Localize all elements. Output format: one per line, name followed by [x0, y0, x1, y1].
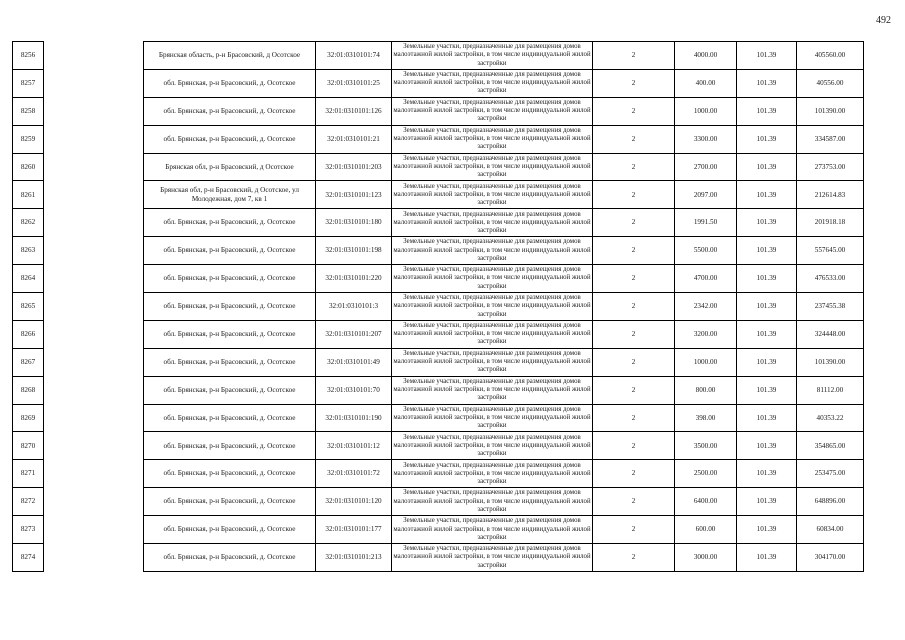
empty-gap-cell — [44, 265, 144, 293]
address-cell: обл. Брянская, р-н Брасовский, д. Осотское — [144, 265, 316, 293]
specific-value-cell: 101.39 — [737, 376, 797, 404]
group-number-cell: 2 — [593, 320, 675, 348]
empty-gap-cell — [44, 293, 144, 321]
area-cell: 800.00 — [675, 376, 737, 404]
specific-value-cell: 101.39 — [737, 404, 797, 432]
cadastral-number-cell: 32:01:0310101:3 — [316, 293, 392, 321]
empty-gap-cell — [44, 125, 144, 153]
row-number-cell: 8256 — [13, 42, 44, 70]
table-row — [13, 460, 864, 488]
row-number-cell: 8259 — [13, 125, 44, 153]
row-number-cell: 8263 — [13, 237, 44, 265]
cadastral-number-cell: 32:01:0310101:180 — [316, 209, 392, 237]
table-row — [13, 97, 864, 125]
empty-gap-cell — [44, 42, 144, 70]
cadastral-number-cell: 32:01:0310101:120 — [316, 488, 392, 516]
group-number-cell: 2 — [593, 432, 675, 460]
group-number-cell: 2 — [593, 181, 675, 209]
row-number-cell: 8268 — [13, 376, 44, 404]
group-number-cell: 2 — [593, 237, 675, 265]
cadastral-value-cell: 60834.00 — [797, 516, 864, 544]
area-cell: 4000.00 — [675, 42, 737, 70]
row-number-cell: 8272 — [13, 488, 44, 516]
row-number-cell: 8267 — [13, 348, 44, 376]
cadastral-number-cell: 32:01:0310101:70 — [316, 376, 392, 404]
empty-gap-cell — [44, 460, 144, 488]
table-row — [13, 376, 864, 404]
area-cell: 1000.00 — [675, 348, 737, 376]
table-row — [13, 125, 864, 153]
area-cell: 398.00 — [675, 404, 737, 432]
specific-value-cell: 101.39 — [737, 320, 797, 348]
table-row — [13, 69, 864, 97]
land-use-purpose-cell: Земельные участки, предназначенные для размещения домов малоэтажной жилой застройки, в том числе индивидуальной жилой застройки — [392, 153, 593, 181]
cadastral-value-cell: 324448.00 — [797, 320, 864, 348]
specific-value-cell: 101.39 — [737, 237, 797, 265]
cadastral-value-cell: 334587.00 — [797, 125, 864, 153]
cadastral-value-cell: 273753.00 — [797, 153, 864, 181]
group-number-cell: 2 — [593, 125, 675, 153]
cadastral-value-cell: 201918.18 — [797, 209, 864, 237]
empty-gap-cell — [44, 488, 144, 516]
specific-value-cell: 101.39 — [737, 181, 797, 209]
group-number-cell: 2 — [593, 265, 675, 293]
address-cell: обл. Брянская, р-н Брасовский, д. Осотское — [144, 404, 316, 432]
cadastral-number-cell: 32:01:0310101:177 — [316, 516, 392, 544]
cadastral-value-cell: 101390.00 — [797, 97, 864, 125]
specific-value-cell: 101.39 — [737, 97, 797, 125]
address-cell: обл. Брянская, р-н Брасовский, д. Осотское — [144, 544, 316, 572]
area-cell: 2097.00 — [675, 181, 737, 209]
table-row — [13, 516, 864, 544]
empty-gap-cell — [44, 348, 144, 376]
specific-value-cell: 101.39 — [737, 516, 797, 544]
specific-value-cell: 101.39 — [737, 432, 797, 460]
row-number-cell: 8261 — [13, 181, 44, 209]
row-number-cell: 8262 — [13, 209, 44, 237]
group-number-cell: 2 — [593, 69, 675, 97]
table-row — [13, 265, 864, 293]
land-use-purpose-cell: Земельные участки, предназначенные для размещения домов малоэтажной жилой застройки, в том числе индивидуальной жилой застройки — [392, 293, 593, 321]
cadastral-value-cell: 253475.00 — [797, 460, 864, 488]
cadastral-value-cell: 476533.00 — [797, 265, 864, 293]
cadastral-value-cell: 354865.00 — [797, 432, 864, 460]
address-cell: Брянская обл, р-н Брасовский, д Осотское, ул Молодежная, дом 7, кв 1 — [144, 181, 316, 209]
group-number-cell: 2 — [593, 348, 675, 376]
empty-gap-cell — [44, 320, 144, 348]
table-row — [13, 404, 864, 432]
land-use-purpose-cell: Земельные участки, предназначенные для размещения домов малоэтажной жилой застройки, в том числе индивидуальной жилой застройки — [392, 516, 593, 544]
table-row — [13, 544, 864, 572]
empty-gap-cell — [44, 432, 144, 460]
address-cell: обл. Брянская, р-н Брасовский, д. Осотское — [144, 460, 316, 488]
land-use-purpose-cell: Земельные участки, предназначенные для размещения домов малоэтажной жилой застройки, в том числе индивидуальной жилой застройки — [392, 97, 593, 125]
area-cell: 600.00 — [675, 516, 737, 544]
area-cell: 5500.00 — [675, 237, 737, 265]
specific-value-cell: 101.39 — [737, 69, 797, 97]
row-number-cell: 8266 — [13, 320, 44, 348]
cadastral-number-cell: 32:01:0310101:72 — [316, 460, 392, 488]
group-number-cell: 2 — [593, 376, 675, 404]
row-number-cell: 8273 — [13, 516, 44, 544]
land-use-purpose-cell: Земельные участки, предназначенные для размещения домов малоэтажной жилой застройки, в том числе индивидуальной жилой застройки — [392, 432, 593, 460]
group-number-cell: 2 — [593, 516, 675, 544]
specific-value-cell: 101.39 — [737, 209, 797, 237]
specific-value-cell: 101.39 — [737, 488, 797, 516]
land-use-purpose-cell: Земельные участки, предназначенные для размещения домов малоэтажной жилой застройки, в том числе индивидуальной жилой застройки — [392, 544, 593, 572]
cadastral-number-cell: 32:01:0310101:220 — [316, 265, 392, 293]
address-cell: обл. Брянская, р-н Брасовский, д. Осотское — [144, 516, 316, 544]
cadastral-number-cell: 32:01:0310101:190 — [316, 404, 392, 432]
cadastral-value-cell: 101390.00 — [797, 348, 864, 376]
cadastral-value-cell: 237455.38 — [797, 293, 864, 321]
table-row — [13, 153, 864, 181]
cadastral-value-table — [12, 41, 864, 572]
row-number-cell: 8274 — [13, 544, 44, 572]
address-cell: обл. Брянская, р-н Брасовский, д. Осотское — [144, 237, 316, 265]
cadastral-value-cell: 405560.00 — [797, 42, 864, 70]
row-number-cell: 8270 — [13, 432, 44, 460]
table-row — [13, 42, 864, 70]
area-cell: 1991.50 — [675, 209, 737, 237]
empty-gap-cell — [44, 97, 144, 125]
empty-gap-cell — [44, 153, 144, 181]
empty-gap-cell — [44, 516, 144, 544]
cadastral-number-cell: 32:01:0310101:126 — [316, 97, 392, 125]
group-number-cell: 2 — [593, 97, 675, 125]
table-row — [13, 348, 864, 376]
land-use-purpose-cell: Земельные участки, предназначенные для размещения домов малоэтажной жилой застройки, в том числе индивидуальной жилой застройки — [392, 376, 593, 404]
cadastral-value-cell: 304170.00 — [797, 544, 864, 572]
cadastral-value-cell: 557645.00 — [797, 237, 864, 265]
land-use-purpose-cell: Земельные участки, предназначенные для размещения домов малоэтажной жилой застройки, в том числе индивидуальной жилой застройки — [392, 460, 593, 488]
table-row — [13, 488, 864, 516]
row-number-cell: 8271 — [13, 460, 44, 488]
row-number-cell: 8269 — [13, 404, 44, 432]
cadastral-number-cell: 32:01:0310101:49 — [316, 348, 392, 376]
address-cell: обл. Брянская, р-н Брасовский, д. Осотское — [144, 348, 316, 376]
land-use-purpose-cell: Земельные участки, предназначенные для размещения домов малоэтажной жилой застройки, в том числе индивидуальной жилой застройки — [392, 404, 593, 432]
cadastral-number-cell: 32:01:0310101:12 — [316, 432, 392, 460]
specific-value-cell: 101.39 — [737, 153, 797, 181]
cadastral-number-cell: 32:01:0310101:74 — [316, 42, 392, 70]
group-number-cell: 2 — [593, 460, 675, 488]
cadastral-number-cell: 32:01:0310101:203 — [316, 153, 392, 181]
specific-value-cell: 101.39 — [737, 125, 797, 153]
table-row — [13, 293, 864, 321]
land-use-purpose-cell: Земельные участки, предназначенные для размещения домов малоэтажной жилой застройки, в том числе индивидуальной жилой застройки — [392, 125, 593, 153]
specific-value-cell: 101.39 — [737, 293, 797, 321]
address-cell: обл. Брянская, р-н Брасовский, д. Осотское — [144, 293, 316, 321]
area-cell: 3200.00 — [675, 320, 737, 348]
area-cell: 2700.00 — [675, 153, 737, 181]
cadastral-value-cell: 81112.00 — [797, 376, 864, 404]
address-cell: обл. Брянская, р-н Брасовский, д. Осотское — [144, 376, 316, 404]
specific-value-cell: 101.39 — [737, 42, 797, 70]
land-use-purpose-cell: Земельные участки, предназначенные для размещения домов малоэтажной жилой застройки, в том числе индивидуальной жилой застройки — [392, 42, 593, 70]
table-row — [13, 432, 864, 460]
specific-value-cell: 101.39 — [737, 460, 797, 488]
address-cell: Брянская область, р-н Брасовский, д Осотское — [144, 42, 316, 70]
row-number-cell: 8260 — [13, 153, 44, 181]
cadastral-number-cell: 32:01:0310101:207 — [316, 320, 392, 348]
land-use-purpose-cell: Земельные участки, предназначенные для размещения домов малоэтажной жилой застройки, в том числе индивидуальной жилой застройки — [392, 320, 593, 348]
cadastral-value-cell: 648896.00 — [797, 488, 864, 516]
page-number: 492 — [876, 15, 891, 26]
row-number-cell: 8257 — [13, 69, 44, 97]
area-cell: 3300.00 — [675, 125, 737, 153]
address-cell: обл. Брянская, р-н Брасовский, д. Осотское — [144, 488, 316, 516]
area-cell: 3000.00 — [675, 544, 737, 572]
group-number-cell: 2 — [593, 42, 675, 70]
table-row — [13, 237, 864, 265]
land-use-purpose-cell: Земельные участки, предназначенные для размещения домов малоэтажной жилой застройки, в том числе индивидуальной жилой застройки — [392, 237, 593, 265]
address-cell: обл. Брянская, р-н Брасовский, д. Осотское — [144, 209, 316, 237]
empty-gap-cell — [44, 237, 144, 265]
table-row — [13, 181, 864, 209]
empty-gap-cell — [44, 544, 144, 572]
empty-gap-cell — [44, 376, 144, 404]
address-cell: обл. Брянская, р-н Брасовский, д. Осотское — [144, 97, 316, 125]
land-use-purpose-cell: Земельные участки, предназначенные для размещения домов малоэтажной жилой застройки, в том числе индивидуальной жилой застройки — [392, 488, 593, 516]
row-number-cell: 8264 — [13, 265, 44, 293]
area-cell: 3500.00 — [675, 432, 737, 460]
cadastral-number-cell: 32:01:0310101:213 — [316, 544, 392, 572]
cadastral-value-cell: 212614.83 — [797, 181, 864, 209]
land-use-purpose-cell: Земельные участки, предназначенные для размещения домов малоэтажной жилой застройки, в том числе индивидуальной жилой застройки — [392, 209, 593, 237]
cadastral-number-cell: 32:01:0310101:25 — [316, 69, 392, 97]
empty-gap-cell — [44, 404, 144, 432]
specific-value-cell: 101.39 — [737, 544, 797, 572]
specific-value-cell: 101.39 — [737, 348, 797, 376]
land-use-purpose-cell: Земельные участки, предназначенные для размещения домов малоэтажной жилой застройки, в том числе индивидуальной жилой застройки — [392, 69, 593, 97]
area-cell: 4700.00 — [675, 265, 737, 293]
empty-gap-cell — [44, 181, 144, 209]
area-cell: 6400.00 — [675, 488, 737, 516]
group-number-cell: 2 — [593, 293, 675, 321]
land-use-purpose-cell: Земельные участки, предназначенные для размещения домов малоэтажной жилой застройки, в том числе индивидуальной жилой застройки — [392, 265, 593, 293]
land-use-purpose-cell: Земельные участки, предназначенные для размещения домов малоэтажной жилой застройки, в том числе индивидуальной жилой застройки — [392, 181, 593, 209]
specific-value-cell: 101.39 — [737, 265, 797, 293]
area-cell: 400.00 — [675, 69, 737, 97]
cadastral-value-cell: 40556.00 — [797, 69, 864, 97]
group-number-cell: 2 — [593, 209, 675, 237]
row-number-cell: 8258 — [13, 97, 44, 125]
cadastral-number-cell: 32:01:0310101:21 — [316, 125, 392, 153]
address-cell: обл. Брянская, р-н Брасовский, д. Осотское — [144, 69, 316, 97]
area-cell: 2500.00 — [675, 460, 737, 488]
area-cell: 1000.00 — [675, 97, 737, 125]
group-number-cell: 2 — [593, 153, 675, 181]
group-number-cell: 2 — [593, 404, 675, 432]
address-cell: Брянская обл, р-н Брасовский, д Осотское — [144, 153, 316, 181]
group-number-cell: 2 — [593, 488, 675, 516]
row-number-cell: 8265 — [13, 293, 44, 321]
empty-gap-cell — [44, 209, 144, 237]
empty-gap-cell — [44, 69, 144, 97]
cadastral-number-cell: 32:01:0310101:123 — [316, 181, 392, 209]
land-use-purpose-cell: Земельные участки, предназначенные для размещения домов малоэтажной жилой застройки, в том числе индивидуальной жилой застройки — [392, 348, 593, 376]
area-cell: 2342.00 — [675, 293, 737, 321]
address-cell: обл. Брянская, р-н Брасовский, д. Осотское — [144, 125, 316, 153]
address-cell: обл. Брянская, р-н Брасовский, д. Осотское — [144, 320, 316, 348]
address-cell: обл. Брянская, р-н Брасовский, д. Осотское — [144, 432, 316, 460]
group-number-cell: 2 — [593, 544, 675, 572]
table-body — [13, 42, 864, 572]
table-row — [13, 320, 864, 348]
cadastral-value-cell: 40353.22 — [797, 404, 864, 432]
cadastral-number-cell: 32:01:0310101:198 — [316, 237, 392, 265]
table-row — [13, 209, 864, 237]
